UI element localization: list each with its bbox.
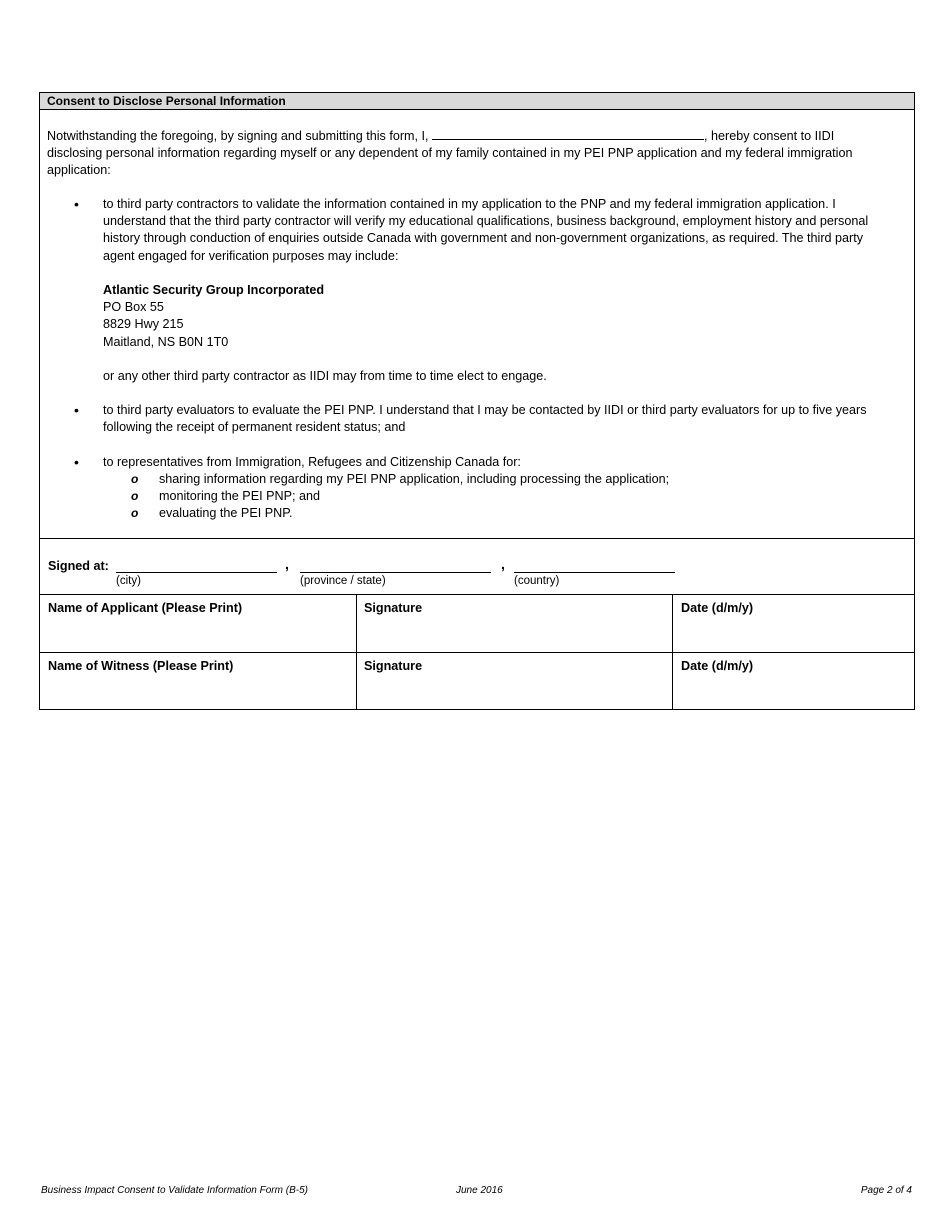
province-caption: (province / state) [300, 575, 386, 587]
section-divider [40, 538, 914, 539]
comma: , [501, 556, 505, 572]
table-column-divider [356, 594, 357, 710]
bullet-1-line: history through conduction of enquiries outside Canada with government and non-government organizations, as required. The third party [103, 231, 864, 246]
consent-section [39, 92, 915, 710]
intro-paragraph [47, 127, 897, 180]
bullet-2-line: following the receipt of permanent resident status; and [103, 420, 406, 435]
witness-date-label: Date (d/m/y) [681, 659, 754, 673]
bullet-icon: • [74, 402, 79, 418]
table-row-divider [40, 652, 914, 653]
address-name: Atlantic Security Group Incorporated [103, 283, 325, 297]
address-po-box: PO Box 55 [103, 300, 164, 315]
bullet-1 [103, 196, 903, 385]
address-street: 8829 Hwy 215 [103, 317, 184, 332]
section-title: Consent to Disclose Personal Information [40, 93, 914, 110]
city-field[interactable] [116, 572, 277, 573]
address-city: Maitland, NS B0N 1T0 [103, 334, 229, 349]
applicant-signature-label: Signature [364, 601, 423, 615]
bullet-1-line: agent engaged for verification purposes may include: [103, 248, 399, 263]
applicant-name-label: Name of Applicant (Please Print) [48, 601, 243, 615]
comma: , [285, 556, 289, 572]
province-field[interactable] [300, 572, 491, 573]
witness-signature-label: Signature [364, 659, 423, 673]
sub-item: monitoring the PEI PNP; and [159, 489, 321, 503]
sub-bullet-icon: o [131, 489, 139, 503]
bullet-icon: • [74, 454, 79, 470]
bullet-2 [103, 402, 903, 436]
bullet-1-closing: or any other third party contractor as IIDI may from time to time elect to engage. [103, 369, 547, 383]
name-blank-field[interactable] [432, 127, 704, 140]
country-field[interactable] [514, 572, 675, 573]
signed-at-label: Signed at: [48, 559, 109, 573]
bullet-3: to representatives from Immigration, Refugees and Citizenship Canada for: [103, 455, 521, 469]
city-caption: (city) [116, 575, 141, 587]
sub-bullet-icon: o [131, 472, 139, 486]
country-caption: (country) [514, 575, 560, 587]
witness-name-label: Name of Witness (Please Print) [48, 659, 234, 673]
intro-line-2: disclosing personal information regarding myself or any dependent of my family contained in my PEI PNP application and my federal immigration [47, 146, 853, 161]
footer-date: June 2016 [456, 1185, 503, 1196]
bullet-1-line: to third party contractors to validate the information contained in my application to the PNP and my federal immigration application. I [103, 197, 836, 211]
bullet-1-line: understand that the third party contractor will verify my educational qualifications, business background, employment history and personal [103, 214, 869, 229]
footer-page-number: Page 2 of 4 [860, 1185, 912, 1196]
table-column-divider [672, 594, 673, 710]
table-top-border [40, 594, 914, 595]
sub-item: sharing information regarding my PEI PNP application, including processing the application; [159, 472, 670, 486]
intro-before: Notwithstanding the foregoing, by signing and submitting this form, I, [47, 129, 429, 143]
intro-line-3: application: [47, 163, 111, 178]
applicant-date-label: Date (d/m/y) [681, 601, 754, 615]
sub-item: evaluating the PEI PNP. [159, 506, 293, 520]
footer-form-title: Business Impact Consent to Validate Information Form (B-5) [41, 1185, 308, 1196]
bullet-icon: • [74, 196, 79, 212]
intro-after: , hereby consent to IIDI [704, 129, 835, 143]
bullet-2-line: to third party evaluators to evaluate the PEI PNP. I understand that I may be contacted by IIDI or third party evaluators for up to five years [103, 403, 867, 417]
sub-bullet-icon: o [131, 506, 139, 520]
